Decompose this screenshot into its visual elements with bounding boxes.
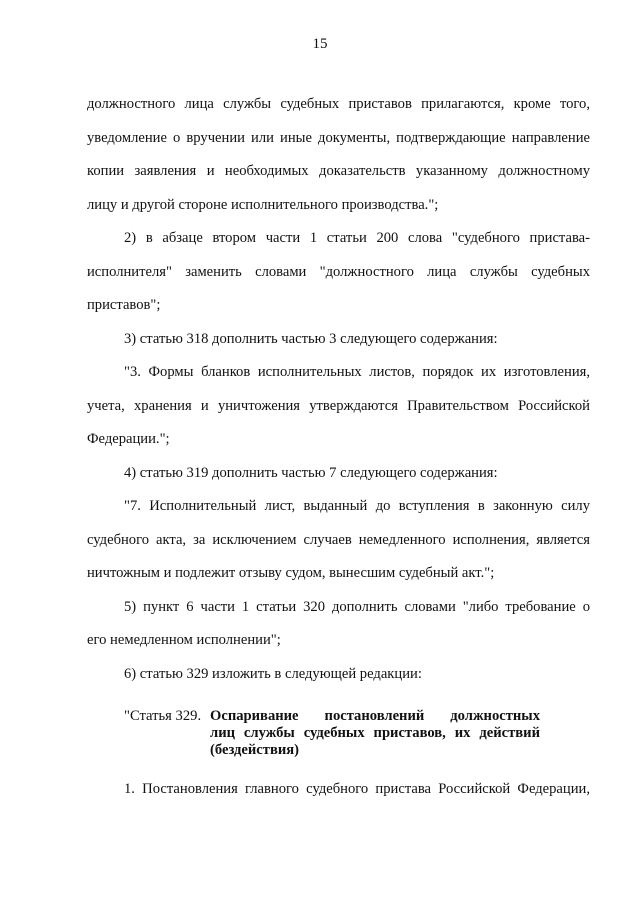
text-line: лицу и другой стороне исполнительного производства."; [87, 196, 439, 213]
paragraph-4 [87, 356, 590, 457]
text-line: "3. Формы бланков исполнительных листов, порядок их изготовления, [124, 364, 590, 380]
text-line: его немедленном исполнении"; [87, 632, 281, 648]
paragraph-5 [87, 457, 590, 491]
text-line: должностного лица службы судебных приставов прилагаются, кроме того, [87, 96, 590, 112]
article-title-line: лиц службы судебных приставов, их действий [210, 725, 540, 741]
text-line: Федерации."; [87, 431, 170, 447]
text-line: судебного акта, за исключением случаев немедленного исполнения, является [87, 531, 590, 548]
text-line: 1. Постановления главного судебного пристава Российской Федерации, [124, 781, 590, 797]
article-number: "Статья 329. [124, 708, 202, 724]
paragraph-3 [87, 323, 590, 357]
article-title-line: (бездействия) [210, 742, 300, 758]
paragraph-1 [87, 88, 590, 222]
text-line: копии заявления и необходимых доказательств указанному должностному [87, 163, 590, 179]
text-line: 6) статью 329 изложить в следующей редакции: [124, 665, 422, 682]
text-line: приставов"; [87, 297, 161, 313]
page-number: 15 [312, 36, 328, 52]
document-body [87, 88, 590, 691]
article-title [210, 708, 540, 759]
paragraph-8 [87, 658, 590, 692]
text-line: исполнителя" заменить словами "должностного лица службы судебных [87, 263, 590, 280]
paragraph-6 [87, 490, 590, 591]
paragraph-7 [87, 591, 590, 658]
text-line: 2) в абзаце втором части 1 статьи 200 слова "судебного пристава- [124, 230, 590, 246]
paragraph-2 [87, 222, 590, 323]
text-line: 4) статью 319 дополнить частью 7 следующего содержания: [124, 464, 498, 481]
article-title-line: Оспаривание постановлений должностных [210, 708, 540, 724]
text-line: 5) пункт 6 части 1 статьи 320 дополнить словами "либо требование о [124, 598, 590, 615]
paragraph-final [87, 773, 590, 807]
text-line: "7. Исполнительный лист, выданный до вступления в законную силу [124, 498, 590, 514]
text-line: ничтожным и подлежит отзыву судом, вынесшим судебный акт."; [87, 565, 495, 581]
text-line: 3) статью 318 дополнить частью 3 следующего содержания: [124, 330, 498, 347]
text-line: уведомление о вручении или иные документы, подтверждающие направление [87, 129, 590, 146]
text-line: учета, хранения и уничтожения утверждаются Правительством Российской [87, 397, 590, 414]
